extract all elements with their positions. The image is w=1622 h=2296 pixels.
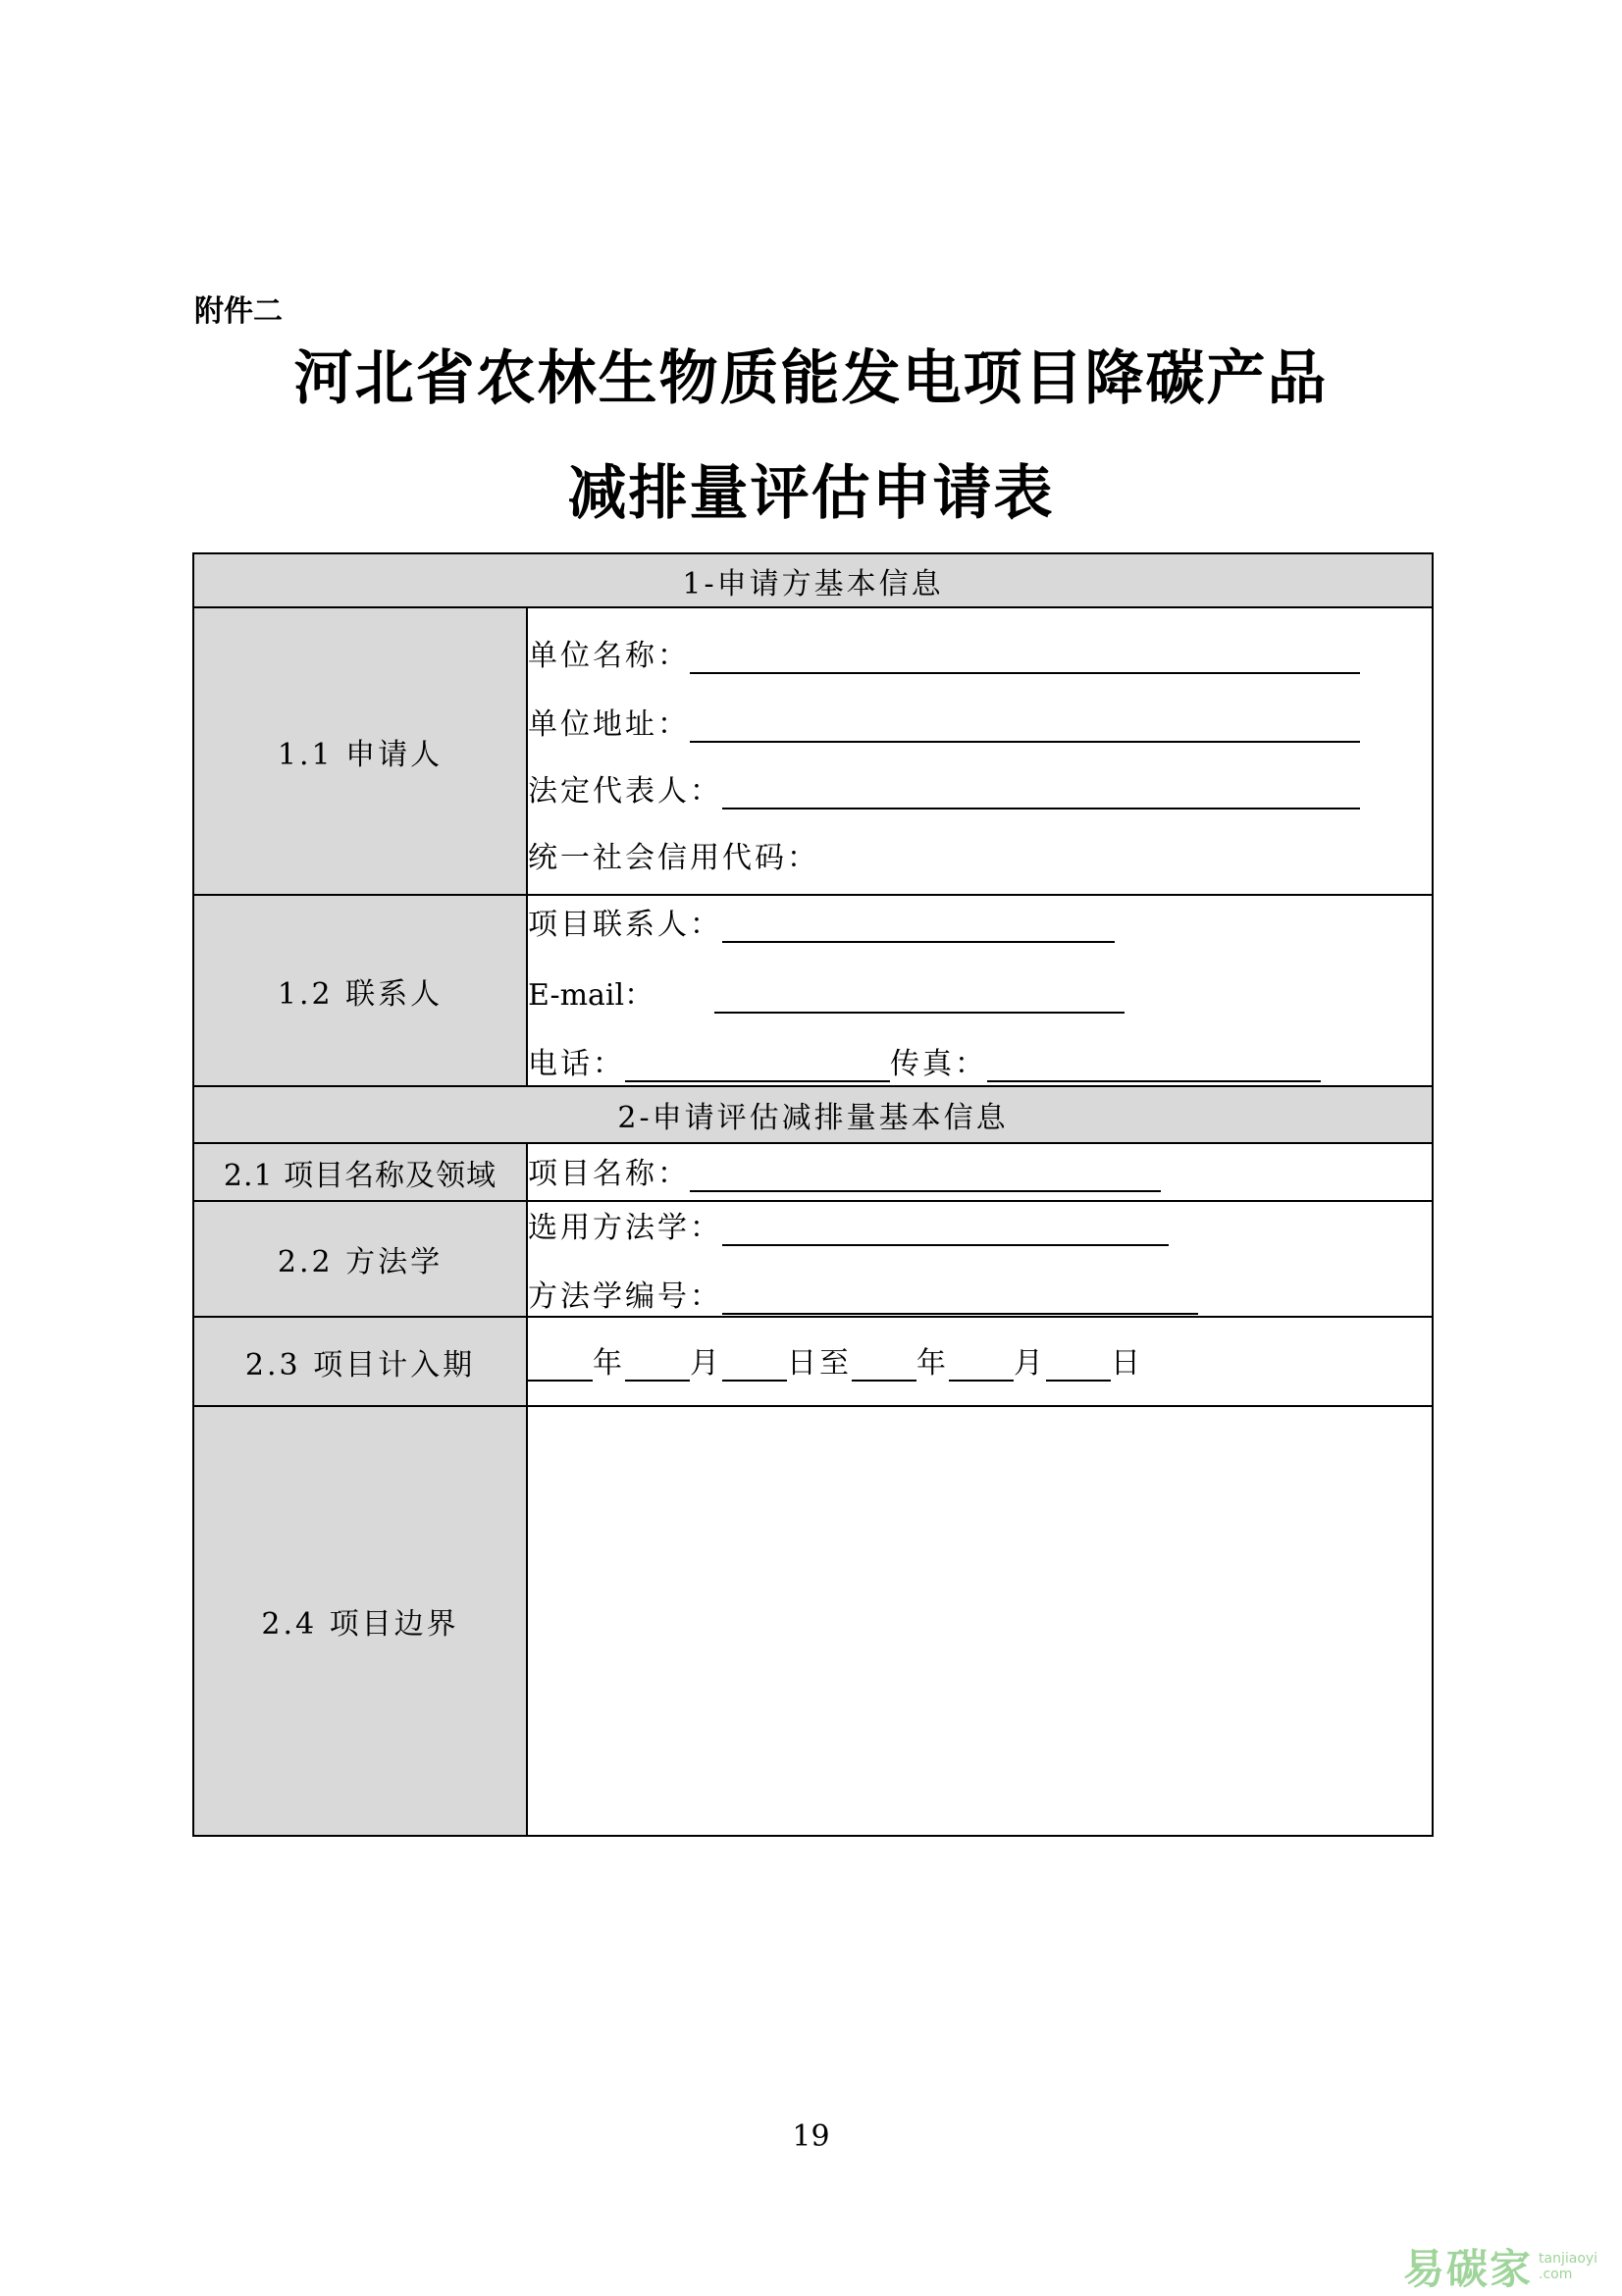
crediting-period-row [193,1317,1433,1406]
unit-name-label: 单位名称： [528,638,690,673]
selected-methodology-line [528,1203,1432,1246]
methodology-row [193,1201,1433,1317]
attachment-label: 附件二 [194,294,283,329]
project-name-label: 项目名称： [528,1156,690,1191]
end-day-input[interactable] [1046,1352,1111,1382]
legal-rep-line [528,743,1432,809]
section1-heading: 1-申请方基本信息 [193,553,1433,607]
crediting-period-label: 2.3 项目计入期 [193,1317,527,1406]
project-contact-line [528,900,1432,943]
page-number: 19 [792,2119,830,2154]
project-contact-label: 项目联系人： [528,907,722,942]
end-year-input[interactable] [852,1352,916,1382]
form-title-line2: 减排量评估申请表 [567,459,1055,528]
watermark-cn-text: 易碳家 [1403,2245,1534,2293]
contact-row [193,895,1433,1086]
credit-code-line [528,809,1432,876]
contact-label: 1.2 联系人 [193,895,527,1086]
project-boundary-input[interactable] [527,1406,1433,1836]
email-label: E-mail： [528,977,654,1013]
watermark-logo [1403,2237,1597,2296]
applicant-label: 1.1 申请人 [193,607,527,895]
unit-address-input[interactable] [690,713,1360,743]
start-year-input[interactable] [528,1352,593,1382]
start-year-unit: 年 [593,1345,625,1381]
watermark-en-top: tanjiaoyi [1539,2251,1598,2267]
project-name-input[interactable] [690,1163,1161,1192]
start-day-input[interactable] [722,1352,787,1382]
phone-label: 电话： [528,1046,625,1081]
application-form-table [192,552,1434,1837]
end-year-unit: 年 [916,1345,949,1381]
end-day-unit: 日 [1111,1345,1143,1381]
unit-name-line [528,633,1432,674]
methodology-fields [527,1201,1433,1317]
email-line [528,943,1432,1014]
methodology-number-input[interactable] [722,1285,1198,1315]
project-name-fields [527,1143,1433,1201]
selected-methodology-input[interactable] [722,1217,1169,1246]
unit-address-line [528,674,1432,743]
methodology-label: 2.2 方法学 [193,1201,527,1317]
phone-input[interactable] [625,1053,890,1082]
crediting-period-line [528,1342,1432,1382]
phone-fax-line [528,1014,1432,1082]
applicant-row [193,607,1433,895]
start-month-input[interactable] [625,1352,690,1382]
methodology-number-line [528,1246,1432,1315]
start-day-unit: 日至 [787,1345,852,1381]
methodology-number-label: 方法学编号： [528,1279,722,1314]
email-input[interactable] [714,984,1125,1014]
unit-name-input[interactable] [690,645,1360,674]
start-month-unit: 月 [690,1345,722,1381]
credit-code-label: 统一社会信用代码： [528,840,819,875]
legal-rep-label: 法定代表人： [528,773,722,809]
fax-label: 传真： [890,1046,987,1081]
project-name-row [193,1143,1433,1201]
project-name-domain-label: 2.1 项目名称及领域 [193,1143,527,1201]
project-contact-input[interactable] [722,913,1115,943]
project-boundary-label: 2.4 项目边界 [193,1406,527,1836]
section2-heading: 2-申请评估减排量基本信息 [193,1086,1433,1143]
project-name-line [528,1153,1432,1192]
legal-rep-input[interactable] [722,780,1360,809]
selected-methodology-label: 选用方法学： [528,1211,722,1245]
end-month-unit: 月 [1014,1345,1046,1381]
applicant-fields [527,607,1433,895]
contact-fields [527,895,1433,1086]
crediting-period-fields [527,1317,1433,1406]
section1-header-row [193,553,1433,607]
fax-input[interactable] [987,1053,1321,1082]
project-boundary-row [193,1406,1433,1836]
section2-header-row [193,1086,1433,1143]
form-title-line1: 河北省农林生物质能发电项目降碳产品 [293,344,1329,413]
watermark-en-text [1539,2251,1597,2282]
watermark-en-bottom: .com [1539,2267,1573,2282]
end-month-input[interactable] [949,1352,1014,1382]
unit-address-label: 单位地址： [528,706,690,742]
